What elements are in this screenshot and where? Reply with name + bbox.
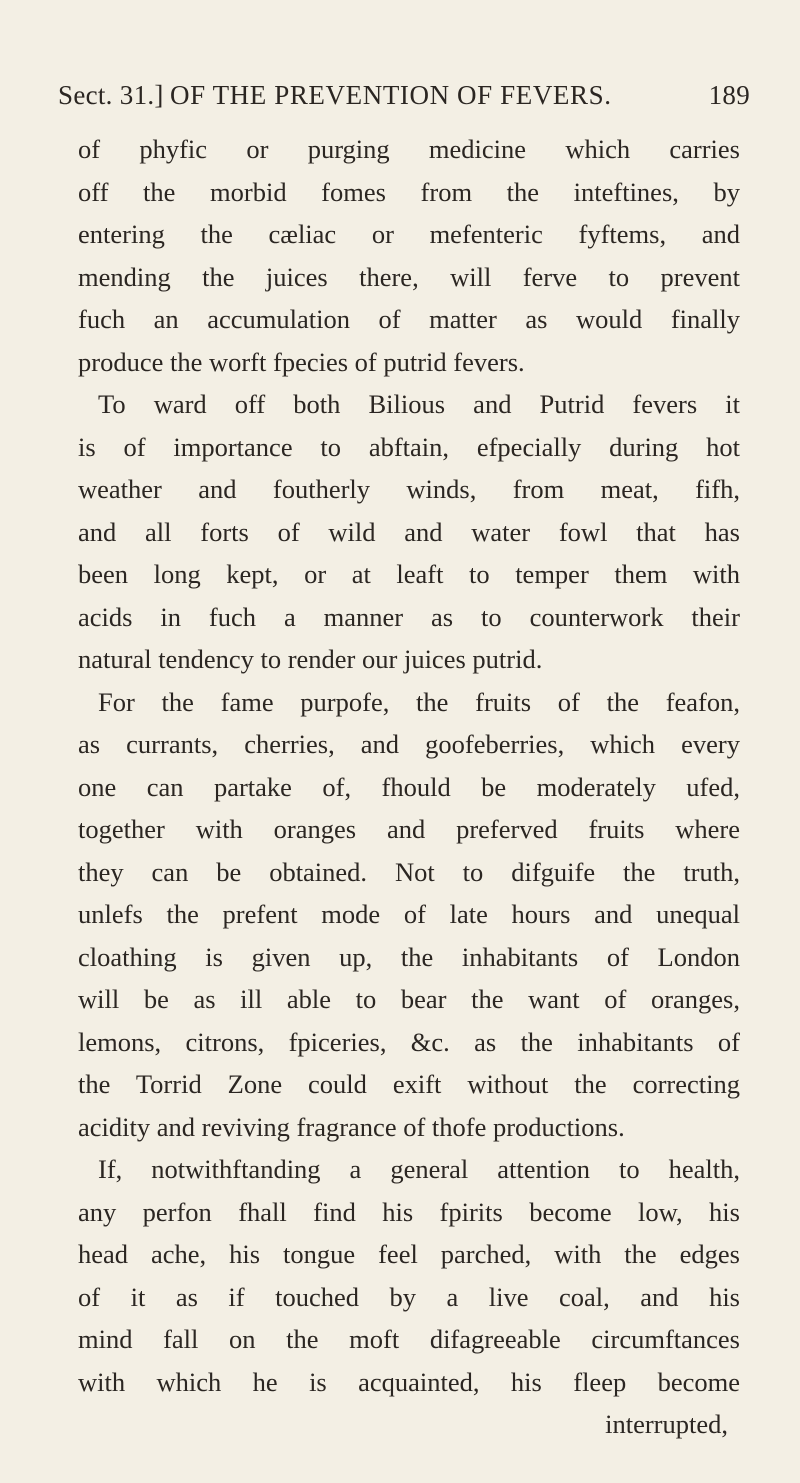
section-reference: Sect. 31.] <box>58 80 164 110</box>
body-text <box>78 128 740 1446</box>
paragraph-start-line: For the fame purpofe, the fruits of the feafon, <box>98 686 740 717</box>
text-line: fuch an accumulation of matter as would finally <box>78 304 740 334</box>
text-line: mending the juices there, will ferve to prevent <box>78 261 740 292</box>
text-line: one can partake of, fhould be moderately ufed, <box>78 771 740 802</box>
text-line: of phyfic or purging medicine which carries <box>78 134 740 164</box>
running-header <box>58 80 750 120</box>
text-line: head ache, his tongue feel parched, with the edges <box>78 1239 740 1269</box>
text-line: any perfon fhall find his fpirits become low, his <box>78 1196 740 1227</box>
text-line: acidity and reviving fragrance of thofe productions. <box>78 1111 625 1142</box>
text-line: will be as ill able to bear the want of oranges, <box>78 984 740 1014</box>
catchword: interrupted, <box>605 1409 728 1439</box>
text-line: is of importance to abftain, efpecially during hot <box>78 431 740 462</box>
text-line: the Torrid Zone could exift without the correcting <box>78 1069 740 1099</box>
text-line: acids in fuch a manner as to counterwork their <box>78 601 740 632</box>
text-line: mind fall on the moft difagreeable circumftances <box>78 1324 740 1354</box>
text-line: they can be obtained. Not to difguife the truth, <box>78 856 740 887</box>
text-line: lemons, citrons, fpiceries, &c. as the inhabitants of <box>78 1026 740 1057</box>
paragraph-start-line: To ward off both Bilious and Putrid fevers it <box>98 389 740 419</box>
page-number: 189 <box>708 80 750 110</box>
text-line: weather and foutherly winds, from meat, fifh, <box>78 474 740 504</box>
text-line: off the morbid fomes from the inteftines, by <box>78 176 740 207</box>
text-line: been long kept, or at leaft to temper them with <box>78 559 740 589</box>
text-line: produce the worft fpecies of putrid fevers. <box>78 346 525 377</box>
text-line: with which he is acquainted, his fleep become <box>78 1366 740 1397</box>
text-line: as currants, cherries, and goofeberries, which every <box>78 729 740 759</box>
text-line: unlefs the prefent mode of late hours and unequal <box>78 899 740 929</box>
text-line: of it as if touched by a live coal, and his <box>78 1281 740 1312</box>
text-line: cloathing is given up, the inhabitants of London <box>78 941 740 972</box>
text-line: natural tendency to render our juices putrid. <box>78 644 543 674</box>
paragraph-start-line: If, notwithftanding a general attention to health, <box>98 1154 740 1184</box>
running-title: OF THE PREVENTION OF FEVERS. <box>170 80 612 110</box>
text-line: together with oranges and preferved fruits where <box>78 814 740 844</box>
text-line: and all forts of wild and water fowl that has <box>78 516 740 547</box>
text-line: entering the cæliac or mefenteric fyftems, and <box>78 219 740 249</box>
